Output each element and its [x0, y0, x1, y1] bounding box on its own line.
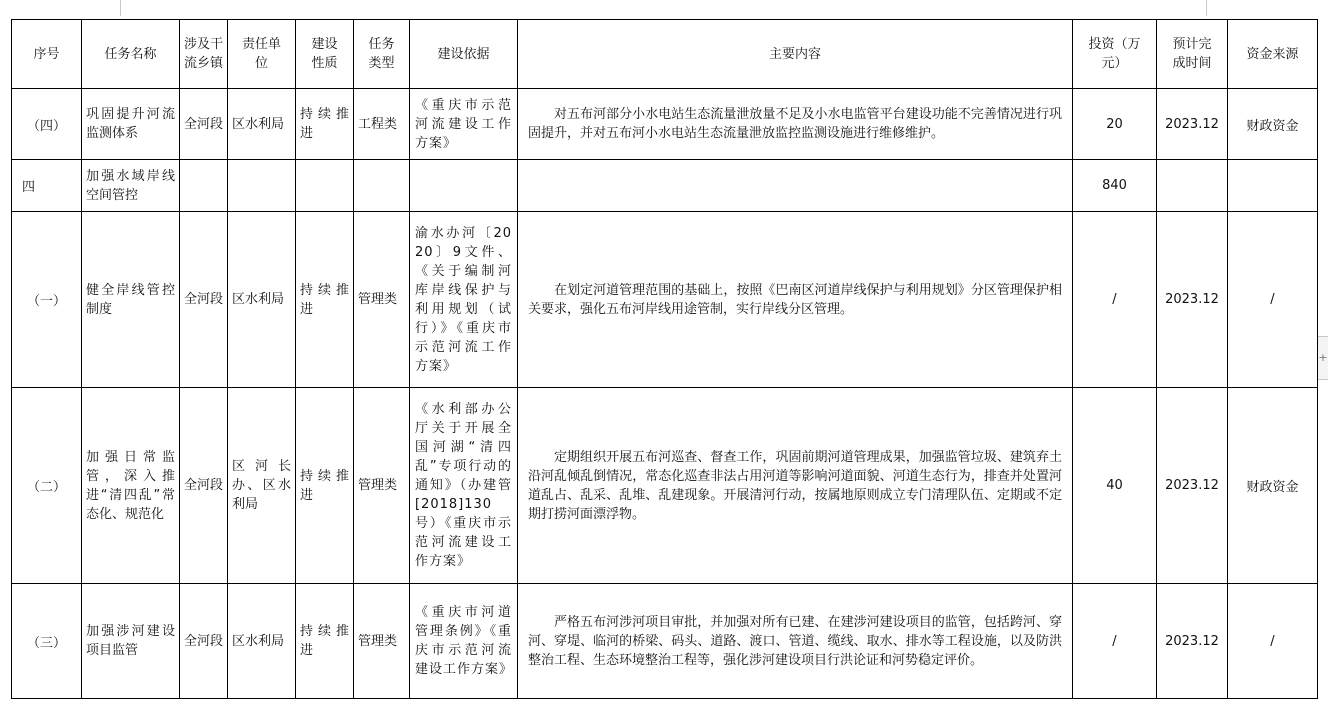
cell-basis: 《重庆市河道管理条例》《重庆市示范河流建设工作方案》	[410, 584, 518, 699]
table-row	[12, 89, 1318, 160]
header-task: 任务名称	[82, 20, 180, 89]
cell-basis: 《水利部办公厅关于开展全国河湖“清四乱”专项行动的通知》（办建管[2018]130号）《重庆市示范河流建设工作方案》	[410, 388, 518, 584]
header-seq: 序号	[12, 20, 82, 89]
cell-nature	[296, 160, 354, 212]
cell-invest: 40	[1073, 388, 1157, 584]
cell-town	[180, 160, 228, 212]
cell-town: 全河段	[180, 89, 228, 160]
cell-finish: 2023.12	[1157, 89, 1228, 160]
cell-fund: /	[1228, 584, 1318, 699]
cell-content	[518, 160, 1073, 212]
cell-town: 全河段	[180, 212, 228, 388]
cell-type	[354, 160, 410, 212]
cell-unit: 区水利局	[228, 212, 296, 388]
cell-seq: （三）	[12, 584, 82, 699]
cell-unit: 区水利局	[228, 89, 296, 160]
cell-task: 巩固提升河流监测体系	[82, 89, 180, 160]
cell-type: 管理类	[354, 584, 410, 699]
cell-seq: （一）	[12, 212, 82, 388]
cell-nature: 持续推进	[296, 388, 354, 584]
cell-town: 全河段	[180, 388, 228, 584]
header-content: 主要内容	[518, 20, 1073, 89]
cell-seq: （四）	[12, 89, 82, 160]
cell-invest: 840	[1073, 160, 1157, 212]
cell-unit	[228, 160, 296, 212]
table-row	[12, 388, 1318, 584]
header-finish: 预计完成时间	[1157, 20, 1228, 89]
header-unit: 责任单位	[228, 20, 296, 89]
cell-task: 健全岸线管控制度	[82, 212, 180, 388]
cell-finish: 2023.12	[1157, 584, 1228, 699]
cell-unit: 区水利局	[228, 584, 296, 699]
header-row	[12, 20, 1318, 89]
header-fund: 资金来源	[1228, 20, 1318, 89]
cell-fund	[1228, 160, 1318, 212]
page-corner-mark	[1206, 0, 1207, 16]
cell-basis: 渝水办河〔2020〕9文件、《关于编制河库岸线保护与利用规划（试行）》《重庆市示范河流工作方案》	[410, 212, 518, 388]
header-invest: 投资（万元）	[1073, 20, 1157, 89]
cell-invest: 20	[1073, 89, 1157, 160]
cell-nature: 持续推进	[296, 212, 354, 388]
cell-type: 管理类	[354, 212, 410, 388]
task-table	[11, 19, 1318, 699]
cell-task: 加强日常监管，深入推进“清四乱”常态化、规范化	[82, 388, 180, 584]
cell-finish: 2023.12	[1157, 388, 1228, 584]
cell-fund: 财政资金	[1228, 388, 1318, 584]
cell-content: 定期组织开展五布河巡查、督查工作，巩固前期河道管理成果，加强监管垃圾、建筑弃土沿河乱倾乱倒情况，常态化巡查非法占用河道等影响河道面貌、河道生态行为，排查并处置河道乱占、乱采、乱堆、乱建现象。开展清河行动，按属地原则成立专门清理队伍、定期或不定期打捞河面漂浮物。	[518, 388, 1073, 584]
table-row	[12, 160, 1318, 212]
cell-content: 对五布河部分小水电站生态流量泄放量不足及小水电监管平台建设功能不完善情况进行巩固提升，并对五布河小水电站生态流量泄放监控监测设施进行维修维护。	[518, 89, 1073, 160]
cell-content: 在划定河道管理范围的基础上，按照《巴南区河道岸线保护与利用规划》分区管理保护相关要求，强化五布河岸线用途管制，实行岸线分区管理。	[518, 212, 1073, 388]
cell-seq: （二）	[12, 388, 82, 584]
table-row	[12, 212, 1318, 388]
page-corner-mark	[120, 0, 121, 16]
cell-basis	[410, 160, 518, 212]
cell-finish: 2023.12	[1157, 212, 1228, 388]
cell-nature: 持续推进	[296, 584, 354, 699]
cell-task: 加强水域岸线空间管控	[82, 160, 180, 212]
table-row	[12, 584, 1318, 699]
header-basis: 建设依据	[410, 20, 518, 89]
cell-unit: 区河长办、区水利局	[228, 388, 296, 584]
expand-handle[interactable]: +	[1317, 336, 1328, 380]
header-town: 涉及干流乡镇	[180, 20, 228, 89]
cell-nature: 持续推进	[296, 89, 354, 160]
cell-fund: 财政资金	[1228, 89, 1318, 160]
header-type: 任务类型	[354, 20, 410, 89]
cell-basis: 《重庆市示范河流建设工作方案》	[410, 89, 518, 160]
cell-content: 严格五布河涉河项目审批，并加强对所有已建、在建涉河建设项目的监管，包括跨河、穿河、穿堤、临河的桥梁、码头、道路、渡口、管道、缆线、取水、排水等工程设施，以及防洪整治工程、生态环境整治工程等，强化涉河建设项目行洪论证和河势稳定评价。	[518, 584, 1073, 699]
cell-task: 加强涉河建设项目监管	[82, 584, 180, 699]
cell-town: 全河段	[180, 584, 228, 699]
header-nature: 建设性质	[296, 20, 354, 89]
cell-fund: /	[1228, 212, 1318, 388]
cell-finish	[1157, 160, 1228, 212]
cell-seq: 四	[12, 160, 82, 212]
cell-type: 工程类	[354, 89, 410, 160]
cell-invest: /	[1073, 584, 1157, 699]
cell-type: 管理类	[354, 388, 410, 584]
cell-invest: /	[1073, 212, 1157, 388]
